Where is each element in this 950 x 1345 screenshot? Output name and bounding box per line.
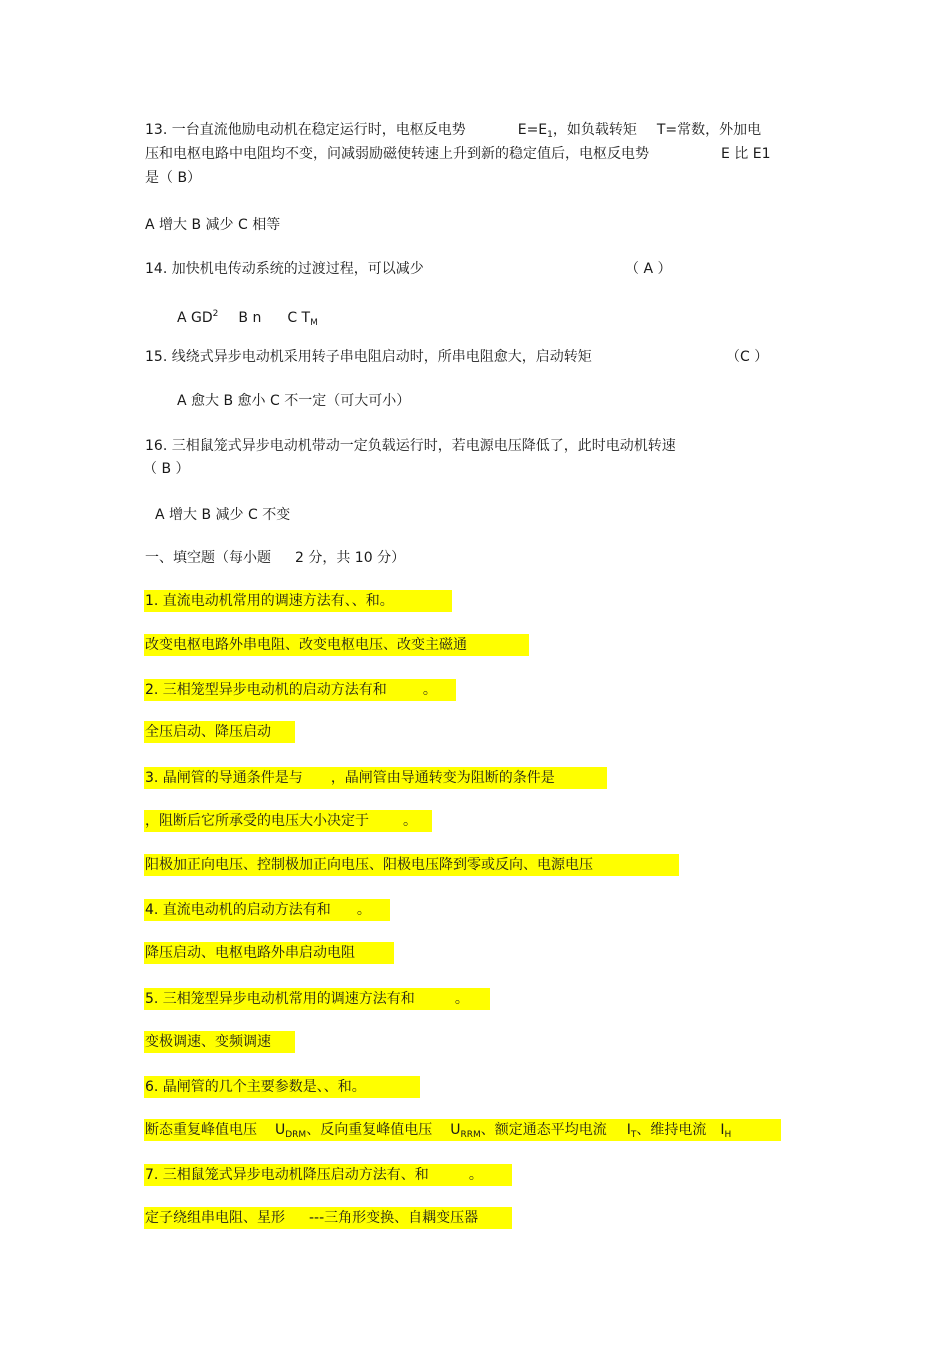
fill-a6-part1: 断态重复峰值电压 (145, 1122, 257, 1138)
fill-a6-u-rrm-sub: RRM (460, 1130, 481, 1140)
fill-q3-text-a: 3. 晶闸管的导通条件是与 (145, 770, 303, 786)
fill-q5 (144, 988, 490, 1010)
fill-a6-u-rrm: U (450, 1122, 461, 1138)
section-heading (145, 548, 405, 568)
q14-answer: （ A ） (625, 261, 672, 277)
fill-a6-part2: 、反向重复峰值电压 (306, 1122, 433, 1138)
fill-a3: 阳极加正向电压、控制极加正向电压、阳极电压降到零或反向、电源电压 (144, 854, 679, 876)
fill-q2 (144, 679, 456, 701)
fill-a6 (144, 1119, 781, 1141)
fill-a6-u-drm-sub: DRM (285, 1130, 307, 1140)
fill-a2: 全压启动、降压启动 (144, 721, 295, 743)
fill-a6-i-t-sub: T (630, 1130, 637, 1140)
fill-a7-text-b: ---三角形变换、自耦变压器 (309, 1210, 479, 1226)
fill-q6: 6. 晶闸管的几个主要参数是、、和。 (144, 1076, 420, 1098)
q15-text: 15. 线绕式异步电动机采用转子串电阻启动时，所串电阻愈大，启动转矩 (145, 349, 592, 365)
q14-opt-a: A GD (177, 310, 213, 326)
q14-options (177, 304, 318, 333)
fill-q3-text-b: ，晶闸管由导通转变为阻断的条件是 (330, 770, 555, 786)
q13-text-b: E=E (517, 122, 548, 138)
q13-line3: 是（ B） (145, 170, 202, 186)
q16-options: A 增大 B 减少 C 不变 (155, 507, 291, 523)
q13-sub: 1 (547, 130, 553, 140)
fill-a7-text-a: 定子绕组串电阻、星形 (145, 1210, 285, 1226)
fill-a7 (144, 1207, 512, 1229)
fill-a6-i-h: I (720, 1122, 725, 1138)
q16-text: 16. 三相鼠笼式异步电动机带动一定负载运行时，若电源电压降低了，此时电动机转速 (145, 438, 676, 454)
fill-a6-i-t: I (626, 1122, 631, 1138)
q14-opt-a-sup: 2 (212, 309, 219, 319)
section-heading-a: 一、填空题（每小题 (145, 550, 271, 566)
fill-a6-u-drm: U (275, 1122, 286, 1138)
fill-a1: 改变电枢电路外串电阻、改变电枢电压、改变主磁通 (144, 634, 529, 656)
fill-q4 (144, 899, 390, 921)
section-heading-b: 2 分，共 10 分） (295, 550, 406, 566)
q15-options: A 愈大 B 愈小 C 不一定（可大可小） (177, 393, 411, 409)
q13-text-a: 13. 一台直流他励电动机在稳定运行时，电枢反电势 (145, 122, 466, 138)
q14-opt-c: C T (287, 310, 311, 326)
q13-line1 (145, 120, 761, 145)
fill-q3 (144, 767, 607, 789)
fill-q1: 1. 直流电动机常用的调速方法有、、和。 (144, 590, 452, 612)
fill-a5: 变极调速、变频调速 (144, 1031, 295, 1053)
q13-options: A 增大 B 减少 C 相等 (145, 217, 281, 233)
fill-a4: 降压启动、电枢电路外串启动电阻 (144, 942, 394, 964)
fill-q7 (144, 1164, 512, 1186)
q13-text-c: ，如负载转矩 (552, 122, 637, 138)
q15-answer: （C ） (726, 349, 769, 365)
fill-a6-part3: 、额定通态平均电流 (480, 1122, 607, 1138)
q13-line2-text: 压和电枢电路中电阻均不变，问减弱励磁使转速上升到新的稳定值后，电枢反电势 (145, 146, 649, 162)
q13-line2-e: E 比 E1 (721, 146, 771, 162)
fill-q5-end: 。 (454, 991, 469, 1007)
fill-q7-text: 7. 三相鼠笼式异步电动机降压启动方法有、和 (145, 1167, 429, 1183)
q16-answer: （ B ） (143, 461, 190, 477)
fill-a6-part4: 、维持电流 (636, 1122, 707, 1138)
fill-q2-end: 。 (422, 682, 437, 698)
fill-q3-cont (144, 810, 432, 832)
q14-opt-c-sub: M (310, 318, 318, 328)
q13-line2 (145, 144, 771, 164)
fill-q3-end: 。 (403, 813, 417, 829)
fill-q3-text-c: ，阻断后它所承受的电压大小决定于 (145, 813, 369, 829)
fill-q5-text: 5. 三相笼型异步电动机常用的调速方法有和 (145, 991, 415, 1007)
fill-q7-end: 。 (468, 1167, 483, 1183)
fill-q4-text: 4. 直流电动机的启动方法有和 (145, 902, 331, 918)
fill-q4-end: 。 (356, 902, 371, 918)
q13-text-d: T=常数，外加电 (656, 122, 762, 138)
q14-opt-b: B n (238, 310, 262, 326)
fill-q2-text: 2. 三相笼型异步电动机的启动方法有和 (145, 682, 387, 698)
q14-text: 14. 加快机电传动系统的过渡过程，可以减少 (145, 261, 424, 277)
fill-a6-i-h-sub: H (724, 1130, 732, 1140)
